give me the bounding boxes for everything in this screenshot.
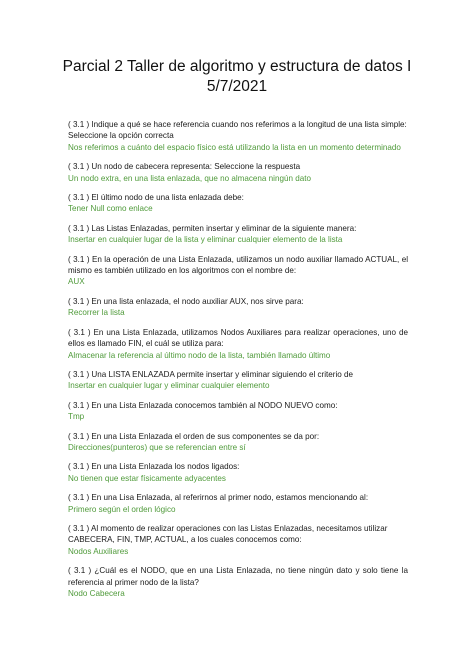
answer-text: Un nodo extra, en una lista enlazada, que no almacena ningún dato <box>68 173 311 183</box>
answer-text: Almacenar la referencia al último nodo de la lista, también llamado último <box>68 350 331 360</box>
answer-text: Tmp <box>68 412 85 422</box>
title-line-1: Parcial 2 Taller de algoritmo y estructura de datos I <box>62 58 412 75</box>
question-text: ( 3.1 ) Al momento de realizar operaciones con las Listas Enlazadas, necesitamos utilizar CABECERA, FIN, TMP, ACTUAL, a los cuales conocemos como: <box>68 523 388 545</box>
answer-text: Nodo Cabecera <box>68 589 125 598</box>
question-list <box>68 119 408 607</box>
question-text: ( 3.1 ) En una Lista Enlazada, utilizamos Nodos Auxiliares para realizar operaciones, uno de ellos es llamado FIN, el cuál se utiliza para: <box>68 327 408 349</box>
question-item <box>68 565 408 599</box>
question-item <box>68 192 408 215</box>
answer-text: Nodos Auxiliares <box>68 546 129 556</box>
question-text: ( 3.1 ) Un nodo de cabecera representa: Seleccione la respuesta <box>68 162 301 172</box>
answer-text: Tener Null como enlace <box>68 204 153 214</box>
question-item <box>68 223 408 246</box>
page-title <box>40 57 434 97</box>
question-text: ( 3.1 ) En una Lisa Enlazada, al referirnos al primer nodo, estamos mencionando al: <box>68 493 369 503</box>
question-text: ( 3.1 ) El último nodo de una lista enlazada debe: <box>68 193 244 203</box>
answer-text: Nos referimos a cuánto del espacio físico está utilizando la lista en un momento determinado <box>68 142 401 152</box>
question-item <box>68 369 408 392</box>
question-text: ( 3.1 ) Indique a qué se hace referencia cuando nos referimos a la longitud de una lista simple: Seleccione la opción correcta <box>68 120 407 141</box>
question-text: ( 3.1 ) En una Lista Enlazada los nodos ligados: <box>68 462 240 472</box>
question-text: ( 3.1 ) Una LISTA ENLAZADA permite insertar y eliminar siguiendo el criterio de <box>68 369 354 379</box>
question-text: ( 3.1 ) En una lista enlazada, el nodo auxiliar AUX, nos sirve para: <box>68 296 304 306</box>
answer-text: No tienen que estar físicamente adyacentes <box>68 473 226 483</box>
question-item <box>68 492 408 515</box>
answer-text: Direcciones(punteros) que se referencian entre sí <box>68 442 246 452</box>
answer-text: Insertar en cualquier lugar y eliminar cualquier elemento <box>68 381 270 391</box>
question-text: ( 3.1 ) En una Lista Enlazada el orden de sus componentes se da por: <box>68 431 320 441</box>
question-item <box>68 296 408 319</box>
answer-text: Primero según el orden lógico <box>68 504 176 514</box>
question-item <box>68 431 408 454</box>
question-text: ( 3.1 ) En una Lista Enlazada conocemos también al NODO NUEVO como: <box>68 400 338 410</box>
question-item <box>68 327 408 361</box>
title-date: 5/7/2021 <box>206 78 268 95</box>
question-item <box>68 461 408 484</box>
question-item <box>68 254 408 288</box>
question-item <box>68 119 408 153</box>
question-text: ( 3.1 ) ¿Cuál es el NODO, que en una Lista Enlazada, no tiene ningún dato y solo tiene la referencia al primer nodo de la lista? <box>68 566 408 587</box>
answer-text: AUX <box>68 277 85 287</box>
question-text: ( 3.1 ) En la operación de una Lista Enlazada, utilizamos un nodo auxiliar llamado ACTUAL, el mismo es también utilizado en los algoritmos con el nombre de: <box>68 254 408 276</box>
question-item <box>68 523 408 557</box>
question-item <box>68 400 408 423</box>
question-item <box>68 161 408 184</box>
question-text: ( 3.1 ) Las Listas Enlazadas, permiten insertar y eliminar de la siguiente manera: <box>68 223 357 233</box>
answer-text: Insertar en cualquier lugar de la lista y eliminar cualquier elemento de la lista <box>68 235 343 245</box>
answer-text: Recorrer la lista <box>68 308 125 318</box>
